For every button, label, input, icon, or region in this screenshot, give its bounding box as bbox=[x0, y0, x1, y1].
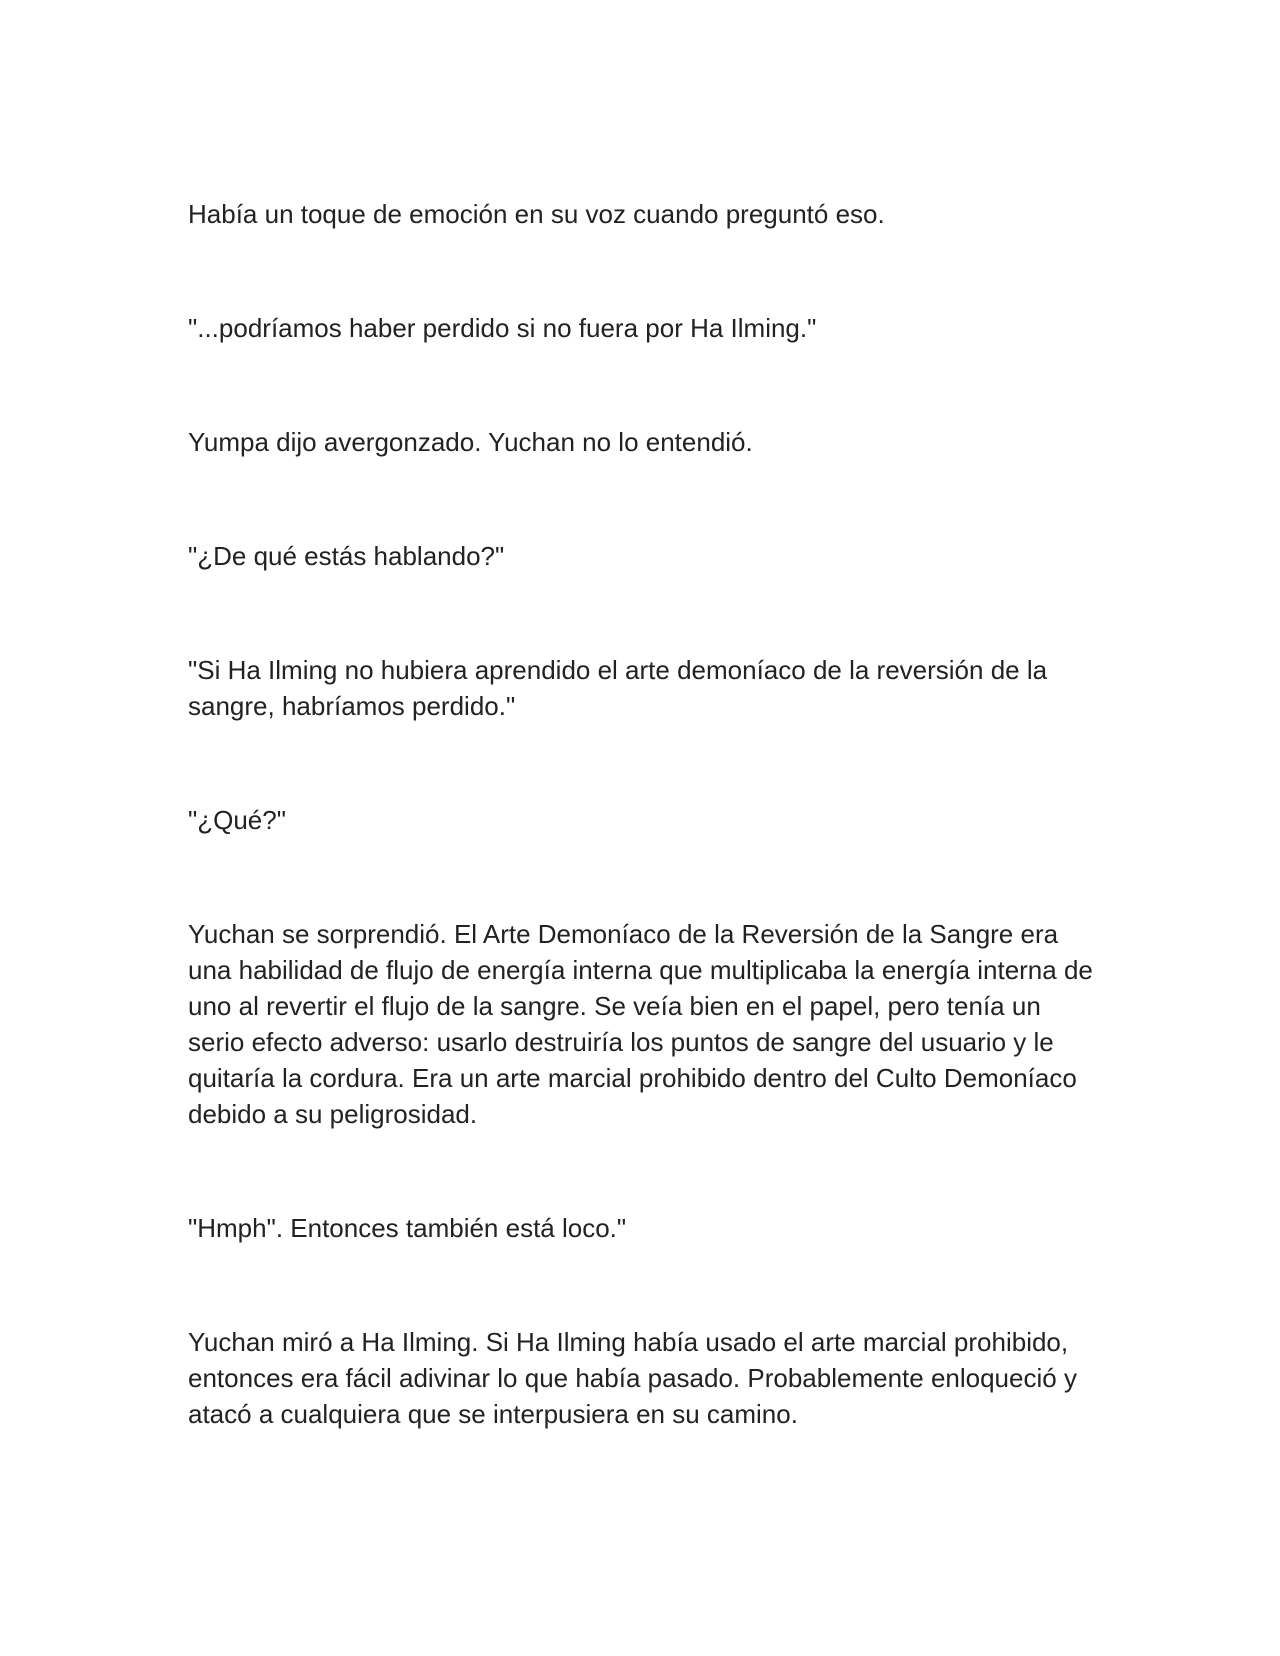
paragraph-7: Yuchan se sorprendió. El Arte Demoníaco de la Reversión de la Sangre era una habilidad de flujo de energía interna que multiplicaba la energía interna de uno al revertir el flujo de la sangre. Se veía bien en el papel, pero tenía un serio efecto adverso: usarlo destruiría los puntos de sangre del usuario y le quitaría la cordura. Era un arte marcial prohibido dentro del Culto Demoníaco debido a su peligrosidad. bbox=[188, 919, 1093, 1129]
paragraph-6: "¿Qué?" bbox=[188, 805, 286, 835]
paragraph-4: "¿De qué estás hablando?" bbox=[188, 541, 505, 571]
paragraph-8: "Hmph". Entonces también está loco." bbox=[188, 1213, 627, 1243]
paragraph-9: Yuchan miró a Ha Ilming. Si Ha Ilming había usado el arte marcial prohibido, entonces era fácil adivinar lo que había pasado. Probablemente enloqueció y atacó a cualquiera que se interpusiera en su camino. bbox=[188, 1327, 1077, 1429]
document-body bbox=[188, 196, 1100, 1510]
paragraph-1: Había un toque de emoción en su voz cuando preguntó eso. bbox=[188, 199, 885, 229]
paragraph-5: "Si Ha Ilming no hubiera aprendido el arte demoníaco de la reversión de la sangre, habríamos perdido." bbox=[188, 655, 1048, 721]
paragraph-3: Yumpa dijo avergonzado. Yuchan no lo entendió. bbox=[188, 427, 753, 457]
paragraph-2: "...podríamos haber perdido si no fuera por Ha Ilming." bbox=[188, 313, 817, 343]
